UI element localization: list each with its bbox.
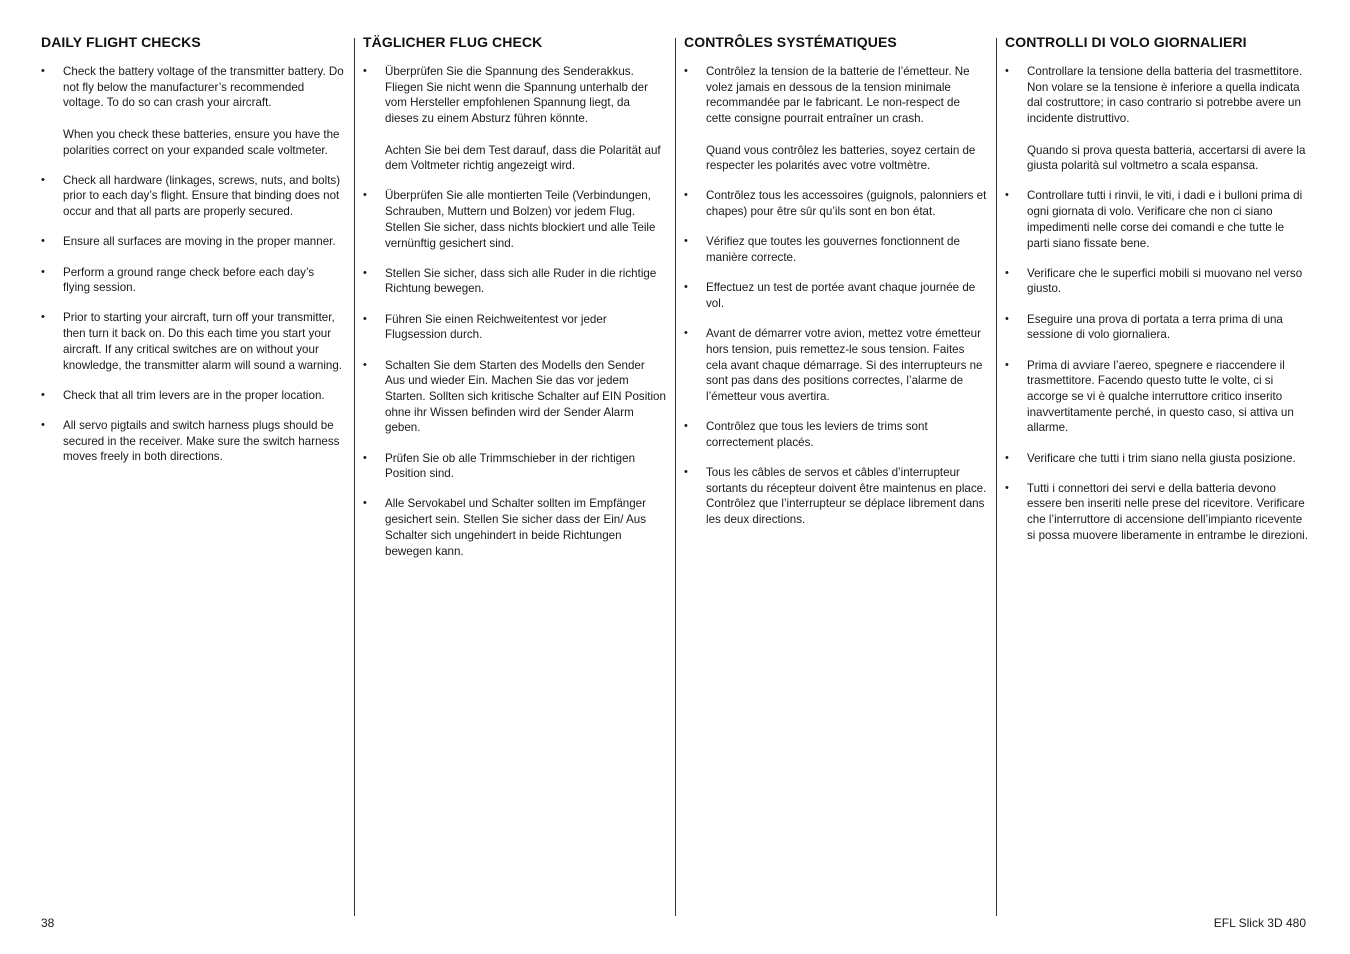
list-item (684, 280, 987, 311)
bullet-icon: • (684, 189, 688, 202)
list-item (1005, 358, 1308, 437)
list-item (1005, 64, 1308, 174)
list-item (41, 310, 344, 373)
item-text: Contrôlez la tension de la batterie de l’émetteur. Ne volez jamais en dessous de la tension minimale recommandée par le fabricant. Le non-respect de cette consigne pourrait entraîner un crash. (706, 65, 970, 126)
item-text: Tutti i connettori dei servi e della batteria devono essere ben inseriti nelle prese del ricevitore. Verificare che l’interruttore di accensione dell’impianto ricevente si possa muovere liberamente in entrambe le direzioni. (1027, 481, 1308, 542)
bullet-icon: • (684, 281, 688, 294)
bullet-icon: • (1005, 451, 1009, 464)
item-text: Verificare che tutti i trim siano nella giusta posizione. (1027, 451, 1296, 465)
bullet-icon: • (41, 173, 45, 186)
column-english (41, 34, 344, 480)
bullet-icon: • (1005, 189, 1009, 202)
item-text: Contrôlez tous les accessoires (guignols, palonniers et chapes) pour être sûr qu’ils sont en bon état. (706, 189, 987, 219)
checklist (684, 64, 987, 528)
bullet-icon: • (1005, 481, 1009, 494)
column-divider (675, 38, 676, 916)
item-text: Quand vous contrôlez les batteries, soyez certain de respecter les polarités avec votre voltmètre. (706, 143, 976, 173)
bullet-icon: • (363, 266, 367, 279)
list-item (41, 418, 344, 465)
item-text: All servo pigtails and switch harness plugs should be secured in the receiver. Make sure the switch harness moves freely in both directions. (63, 418, 340, 464)
bullet-icon: • (684, 65, 688, 77)
list-item (684, 465, 987, 528)
item-text: Contrôlez que tous les leviers de trims sont correctement placés. (706, 420, 928, 449)
item-text: When you check these batteries, ensure you have the polarities correct on your expanded scale voltmeter. (63, 127, 340, 157)
item-text: Quando si prova questa batteria, accertarsi di avere la giusta polarità sul voltmetro a scala espansa. (1027, 143, 1306, 173)
list-item (684, 64, 987, 174)
item-text: Eseguire una prova di portata a terra prima di una sessione di volo giornaliera. (1027, 312, 1283, 342)
item-text: Ensure all surfaces are moving in the proper manner. (63, 235, 336, 249)
item-text: Controllare la tensione della batteria del trasmettitore. Non volare se la tensione è inferiore a quella indicata dal costruttore; in caso contrario si potrebbe avere un incidente distruttivo. (1027, 65, 1303, 126)
list-item (684, 234, 987, 265)
list-item (684, 419, 987, 450)
bullet-icon: • (684, 420, 688, 433)
column-divider (354, 38, 355, 916)
list-item (41, 64, 344, 158)
list-item (363, 451, 666, 482)
item-text: Perform a ground range check before each day’s flying session. (63, 265, 315, 295)
list-item (1005, 188, 1308, 251)
bullet-icon: • (41, 311, 45, 324)
list-item (363, 496, 666, 559)
bullet-icon: • (363, 358, 367, 371)
checklist (363, 64, 666, 559)
item-text: Schalten Sie dem Starten des Modells den Sender Aus und wieder Ein. Machen Sie das vor jedem Starten. Sollten sich kritische Schalter auf EIN Position ohne ihr Wissen befinden wird der Sender Alarm geben. (385, 358, 666, 435)
item-text: Controllare tutti i rinvii, le viti, i dadi e i bulloni prima di ogni giornata di volo. Verificare che non ci siano impedimenti nelle corse dei comandi e che tutte le parti siano fissate bene. (1027, 189, 1303, 250)
page-number: 38 (41, 916, 55, 930)
item-text: Vérifiez que toutes les gouvernes fonctionnent de manière correcte. (706, 235, 960, 265)
column-italian (1005, 34, 1308, 558)
bullet-icon: • (363, 312, 367, 325)
list-item (363, 312, 666, 343)
bullet-icon: • (1005, 312, 1009, 325)
item-text: Tous les câbles de servos et câbles d’interrupteur sortants du récepteur doivent être maintenus en place. Contrôlez que l’interrupteur se déplace librement dans les deux directions. (706, 466, 987, 527)
list-item (363, 358, 666, 437)
item-text: Überprüfen Sie die Spannung des Senderakkus. Fliegen Sie nicht wenn die Spannung unterhalb der vom Hersteller empfohlenen Spannung liegt, da dieses zu einem Absturz führen könnte. (385, 65, 648, 126)
list-item (363, 188, 666, 251)
item-text: Avant de démarrer votre avion, mettez votre émetteur hors tension, puis remettez-le sous tension. Faites cela avant chaque démarrage. Si des interrupteurs ne sont pas dans des positions correctes, l’alarme de l’émetteur vous avertira. (706, 327, 983, 403)
section-title: DAILY FLIGHT CHECKS (41, 34, 201, 50)
column-divider (996, 38, 997, 916)
item-text: Effectuez un test de portée avant chaque journée de vol. (706, 281, 976, 310)
list-item (1005, 312, 1308, 343)
bullet-icon: • (684, 235, 688, 248)
checklist (1005, 64, 1308, 544)
list-item (1005, 481, 1308, 544)
checklist (41, 64, 344, 465)
list-item (41, 234, 344, 250)
column-french (684, 34, 987, 542)
item-text: Überprüfen Sie alle montierten Teile (Verbindungen, Schrauben, Muttern und Bolzen) vor jedem Flug. Stellen Sie sicher, dass nichts blockiert und alle Teile vernünftig gesichert sind. (385, 189, 656, 250)
item-text: Führen Sie einen Reichweitentest vor jeder Flugsession durch. (385, 312, 607, 342)
list-item (1005, 451, 1308, 467)
item-text: Check all hardware (linkages, screws, nuts, and bolts) prior to each day’s flight. Ensure that binding does not occur and that all parts are properly secured. (63, 173, 341, 219)
bullet-icon: • (1005, 358, 1009, 371)
bullet-icon: • (684, 466, 688, 479)
item-text: Prüfen Sie ob alle Trimmschieber in der richtigen Position sind. (385, 451, 636, 481)
list-item (684, 326, 987, 405)
item-text: Stellen Sie sicher, dass sich alle Ruder in die richtige Richtung bewegen. (385, 266, 657, 296)
item-text: Check that all trim levers are in the proper location. (63, 388, 325, 402)
item-text: Achten Sie bei dem Test darauf, dass die Polarität auf dem Voltmeter richtig angezeigt wird. (385, 143, 661, 173)
bullet-icon: • (41, 265, 45, 278)
product-name: EFL Slick 3D 480 (1213, 916, 1306, 930)
bullet-icon: • (41, 418, 45, 431)
bullet-icon: • (41, 65, 45, 77)
item-text: Alle Servokabel und Schalter sollten im Empfänger gesichert sein. Stellen Sie sicher dass der Ein/ Aus Schalter sich ungehindert in beide Richtungen bewegen kann. (385, 497, 646, 558)
list-item (363, 266, 666, 297)
list-item (363, 64, 666, 174)
list-item (41, 388, 344, 404)
item-text: Check the battery voltage of the transmitter battery. Do not fly below the manufacturer’s recommended voltage. To do so can crash your aircraft. (63, 65, 344, 110)
column-german (363, 34, 666, 574)
list-item (41, 265, 344, 296)
section-title: CONTROLLI DI VOLO GIORNALIERI (1005, 34, 1247, 50)
bullet-icon: • (1005, 65, 1009, 77)
item-text: Prior to starting your aircraft, turn off your transmitter, then turn it back on. Do this each time you start your aircraft. If any critical switches are on without your knowledge, the transmitter alarm will sound a warning. (63, 311, 343, 372)
bullet-icon: • (363, 189, 367, 202)
list-item (1005, 266, 1308, 297)
item-text: Prima di avviare l’aereo, spegnere e riaccendere il trasmettitore. Facendo questo tutte le volte, ci si accorge se vi è qualche interruttore critico inserito inavvertitamente perché, in questo caso, si attiva un allarme. (1027, 358, 1294, 435)
bullet-icon: • (41, 235, 45, 248)
list-item (684, 188, 987, 219)
bullet-icon: • (1005, 266, 1009, 279)
bullet-icon: • (363, 451, 367, 464)
section-title: CONTRÔLES SYSTÉMATIQUES (684, 34, 897, 50)
bullet-icon: • (363, 65, 367, 77)
bullet-icon: • (363, 497, 367, 510)
item-text: Verificare che le superfici mobili si muovano nel verso giusto. (1027, 266, 1303, 296)
bullet-icon: • (684, 327, 688, 340)
bullet-icon: • (41, 388, 45, 401)
section-title: TÄGLICHER FLUG CHECK (363, 34, 543, 50)
list-item (41, 173, 344, 220)
